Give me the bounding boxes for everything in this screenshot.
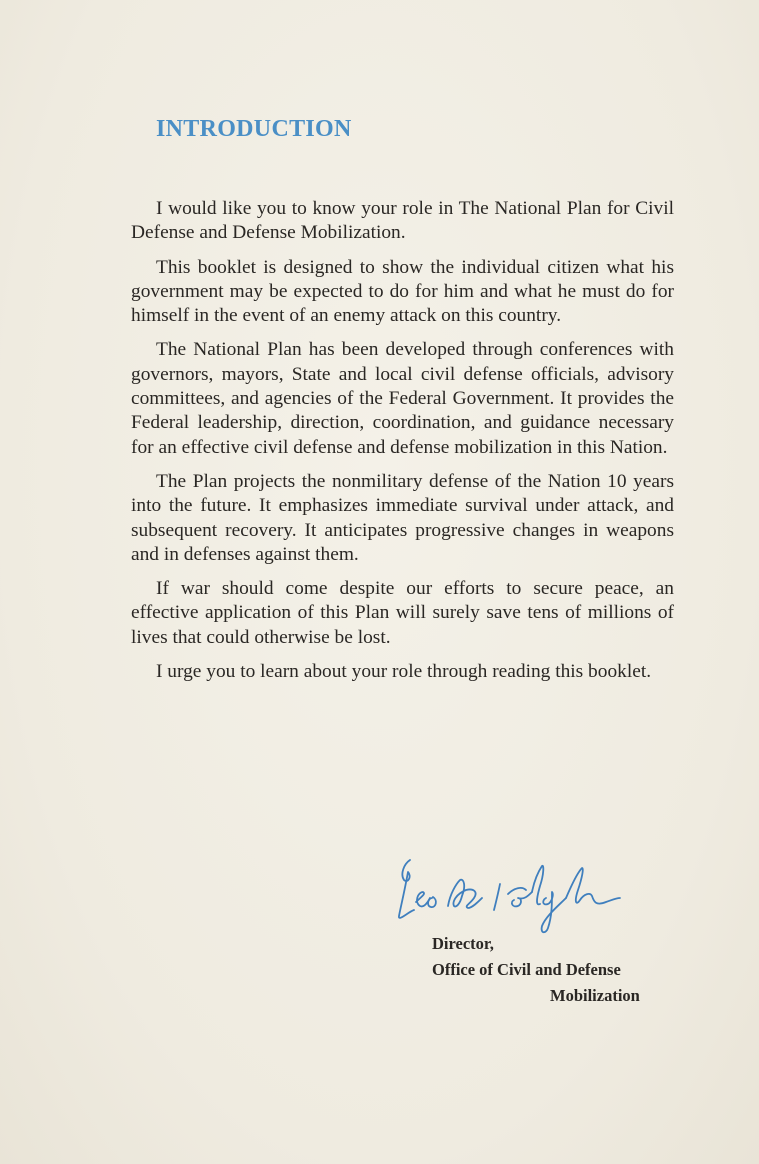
page-title: INTRODUCTION	[156, 116, 352, 142]
signoff-title: Director,	[432, 934, 494, 953]
paragraph-6: I urge you to learn about your role through reading this booklet.	[156, 661, 652, 683]
paragraph-5: If war should come despite our efforts to secure peace, an effective application of this Plan will surely save tens of millions of lives that could otherwise be lost.	[131, 578, 674, 648]
paragraph-2: This booklet is designed to show the individual citizen what his government may be expected to do for him and what he must do for himself in the event of an enemy attack on this country.	[131, 256, 674, 327]
signature-block	[432, 931, 640, 1009]
paragraph-3: The National Plan has been developed through conferences with governors, mayors, State and local civil defense officials, advisory committees, and agencies of the Federal Government. It provides the Federal leadership, direction, coordination, and guidance necessary for an effective civil defense and defense mobilization in this Nation.	[131, 339, 674, 458]
paragraph-4: The Plan projects the nonmilitary defense of the Nation 10 years into the future. It emphasizes immediate survival under attack, and subsequent recovery. It anticipates progressive changes in weapons and in defenses against them.	[131, 470, 674, 565]
paragraph-1: I would like you to know your role in The National Plan for Civil Defense and Defense Mobilization.	[131, 198, 674, 244]
signoff-office-cont: Mobilization	[550, 986, 640, 1005]
introduction-body	[131, 197, 674, 694]
director-signature	[396, 854, 636, 938]
signoff-office: Office of Civil and Defense	[432, 960, 621, 979]
